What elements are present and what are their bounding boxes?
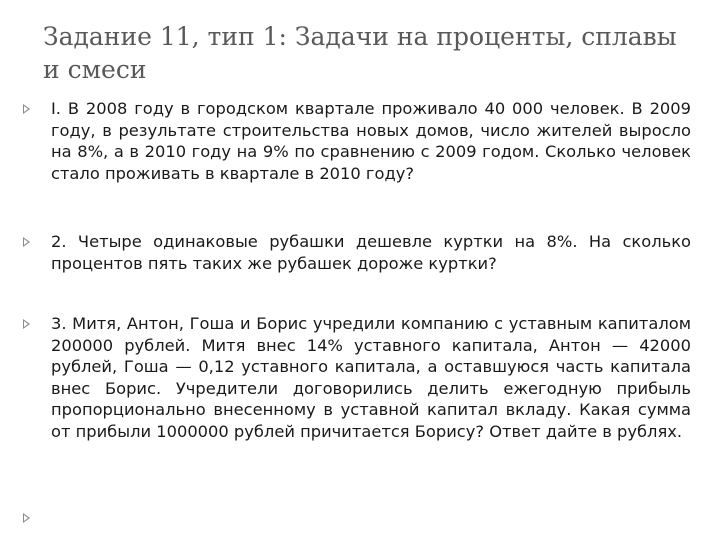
triangle-bullet-icon	[23, 237, 30, 247]
triangle-bullet-icon	[23, 104, 30, 114]
task-1-text: I. В 2008 году в городском квартале проживало 40 000 человек. В 2009 году, в результате строительства новых домов, число жителей выросло на 8%, а в 2010 году на 9% по сравнению с 2009 годом. Сколько человек стало проживать в квартале в 2010 году?	[51, 99, 691, 183]
triangle-bullet-icon	[23, 513, 30, 523]
list-item-task-2	[51, 231, 691, 274]
list-item-task-1	[51, 98, 691, 184]
task-3-text: 3. Митя, Антон, Гоша и Борис учредили компанию с уставным капиталом 200000 рублей. Митя внес 14% уставного капитала, Антон — 42000 рублей, Гоша — 0,12 уставного капитала, а оставшуюся часть капитала внес Борис. Учредители договорились делить ежегодную прибыль пропорционально внесенному в уставной капитал вкладу. Какая сумма от прибыли 1000000 рублей причитается Борису? Ответ дайте в рублях.	[51, 314, 691, 441]
list-item-task-3	[51, 313, 691, 443]
triangle-bullet-icon	[23, 319, 30, 329]
slide-title: Задание 11, тип 1: Задачи на проценты, сплавы и смеси	[43, 22, 677, 84]
task-2-text: 2. Четыре одинаковые рубашки дешевле куртки на 8%. На сколько процентов пять таких же рубашек дороже куртки?	[51, 232, 691, 273]
